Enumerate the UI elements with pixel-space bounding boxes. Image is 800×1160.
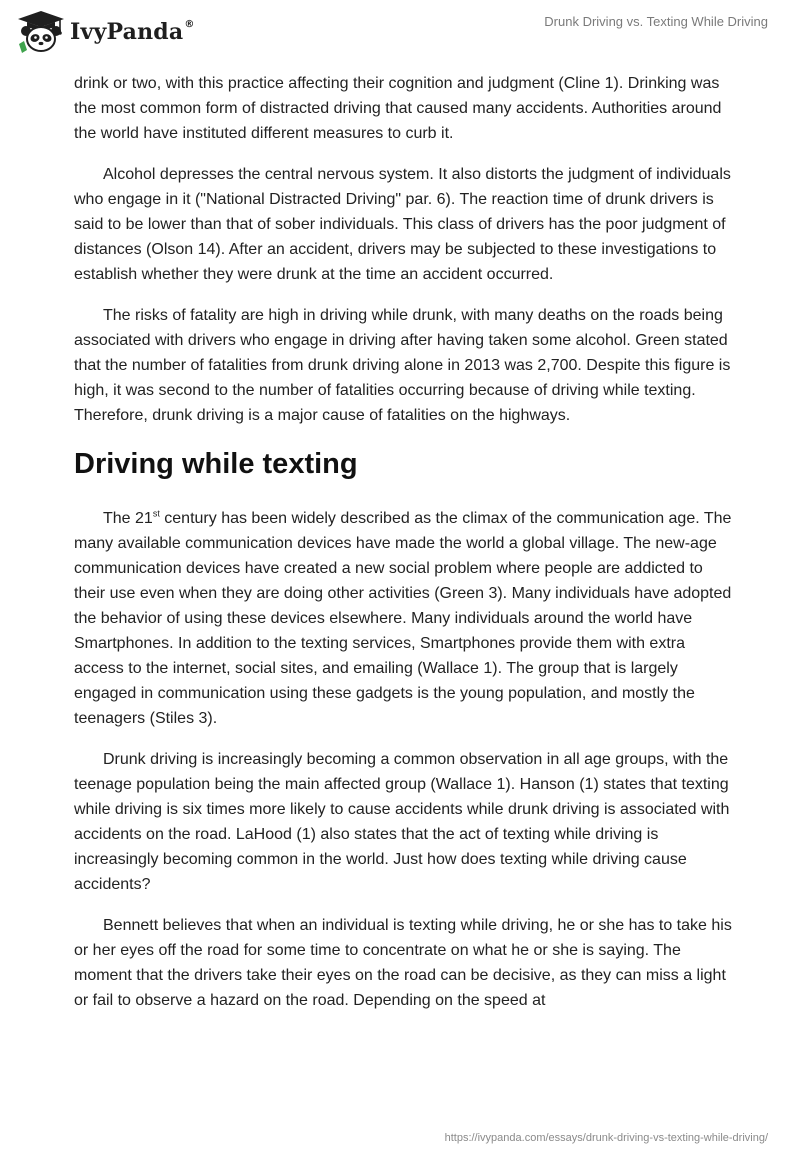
brand-logo[interactable] [16,10,194,54]
century-rest: century has been widely described as the climax of the communication age. The many available communication devices have made the world a global village. The new-age communication devices have created a new social problem where people are addicted to their use even when they are doing other activities (Green 3). Many individuals have adopted the behavior of using these devices elsewhere. Many individuals around the world have Smartphones. In addition to the texting services, Smartphones provide them with extra access to the internet, social sites, and emailing (Wallace 1). The group that is largely engaged in communication using these gadgets is the young population, and mostly the teenagers (Stiles 3). [74,510,732,727]
paragraph-fatality: The risks of fatality are high in driving while drunk, with many deaths on the roads being associated with drivers who engage in driving after having taken some alcohol. Green stated that the number of fatalities from drunk driving alone in 2013 was 2,700. Despite this figure is high, it was second to the number of fatalities occurring because of driving while texting. Therefore, drunk driving is a major cause of fatalities on the highways. [74,307,731,424]
century-prefix: The 21 [103,510,153,527]
section-heading: Driving while texting [74,448,358,480]
footer-url[interactable]: https://ivypanda.com/essays/drunk-driving-vs-texting-while-driving/ [444,1132,768,1144]
essay-content [74,71,734,1029]
panda-graduate-icon [16,10,66,54]
document-title: Drunk Driving vs. Texting While Driving [544,14,768,29]
paragraph-21st-century [74,506,734,731]
brand-name: IvyPanda [70,19,184,45]
paragraph-alcohol: Alcohol depresses the central nervous system. It also distorts the judgment of individuals who engage in it ("National Distracted Driving" par. 6). The reaction time of drunk drivers is said to be lower than that of sober individuals. This class of drivers has the poor judgment of distances (Olson 14). After an accident, drivers may be subjected to these investigations to establish whether they were drunk at the time an accident occurred. [74,166,731,283]
paragraph-bennett: Bennett believes that when an individual is texting while driving, he or she has to take his or her eyes off the road for some time to concentrate on what he or she is saying. The moment that the drivers take their eyes on the road can be decisive, as they can miss a light or fail to observe a hazard on the road. Depending on the speed at [74,917,732,1009]
page-header [0,0,800,66]
paragraph-teenage: Drunk driving is increasingly becoming a common observation in all age groups, with the teenage population being the main affected group (Wallace 1). Hanson (1) states that texting while driving is six times more likely to cause accidents while drunk driving is associated with accidents on the road. LaHood (1) also states that the act of texting while driving is increasingly becoming common in the world. Just how does texting while driving cause accidents? [74,751,730,893]
century-superscript: st [152,508,160,519]
paragraph-cline: drink or two, with this practice affecting their cognition and judgment (Cline 1). Drinking was the most common form of distracted driving that caused many accidents. Authorities around the world have instituted different measures to curb it. [74,75,722,142]
registered-mark: ® [184,19,195,30]
